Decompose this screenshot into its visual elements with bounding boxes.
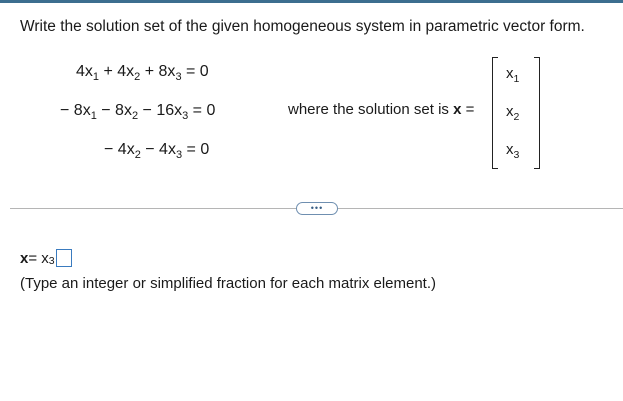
vector-entry-3: $x_3$ xyxy=(506,141,520,161)
solution-set-label: where the solution set is x = xyxy=(288,101,475,118)
right-bracket xyxy=(534,57,540,169)
answer-input-box[interactable] xyxy=(56,249,72,267)
vector-entry-1: $x_1$ xyxy=(506,65,520,85)
equation-3: − $4x_2 - 4x_3 = 0$ xyxy=(104,141,210,161)
question-prompt: Write the solution set of the given homogeneous system in parametric vector form. xyxy=(20,18,585,35)
equation-2: − $8x_1 - 8x_2 - 16x_3 = 0$ xyxy=(60,102,216,122)
solution-vector-matrix xyxy=(492,57,540,169)
instruction-note: (Type an integer or simplified fraction for each matrix element.) xyxy=(20,275,437,292)
expand-more-button[interactable]: ••• xyxy=(296,202,338,215)
top-accent-bar xyxy=(0,0,623,3)
left-bracket xyxy=(492,57,498,169)
answer-line: x = x 3 xyxy=(20,249,72,267)
equation-1: $4x_1 + 4x_2 + 8x_3 = 0$ xyxy=(76,63,209,83)
vector-entry-2: $x_2$ xyxy=(506,103,520,123)
